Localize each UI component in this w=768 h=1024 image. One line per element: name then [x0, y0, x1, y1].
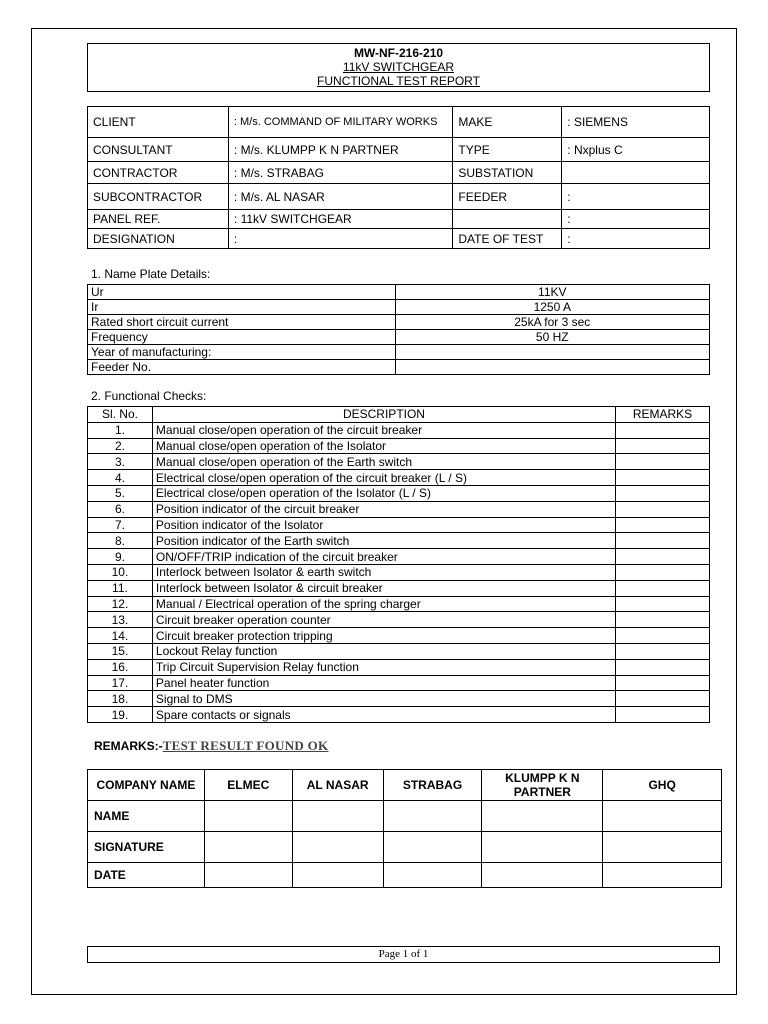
- info-cell: DATE OF TEST: [453, 229, 562, 249]
- functional-checks-title: 2. Functional Checks:: [91, 389, 207, 403]
- project-info-table: [87, 106, 710, 249]
- check-number: 4.: [88, 470, 153, 486]
- signoff-row: [88, 801, 722, 832]
- check-description: Panel heater function: [152, 675, 615, 691]
- info-cell: [453, 210, 562, 229]
- nameplate-value: 25kA for 3 sec: [395, 315, 709, 330]
- check-remarks: [616, 517, 710, 533]
- title-line-1: 11kV SWITCHGEAR: [342, 60, 455, 74]
- check-description: Position indicator of the Isolator: [152, 517, 615, 533]
- check-description: ON/OFF/TRIP indication of the circuit breaker: [152, 549, 615, 565]
- nameplate-row: [88, 330, 710, 345]
- remarks-line: [94, 738, 328, 754]
- check-row: [88, 691, 710, 707]
- check-number: 17.: [88, 675, 153, 691]
- nameplate-row: [88, 285, 710, 300]
- check-row: [88, 470, 710, 486]
- signoff-header-cell: GHQ: [603, 770, 722, 801]
- signature-field: [482, 832, 603, 863]
- info-cell: FEEDER: [453, 184, 562, 210]
- check-remarks: [616, 454, 710, 470]
- check-row: [88, 675, 710, 691]
- info-cell: : M/s. KLUMPP K N PARTNER: [228, 138, 452, 162]
- check-remarks: [616, 643, 710, 659]
- signoff-table: [87, 769, 722, 888]
- check-row: [88, 422, 710, 438]
- check-row: [88, 438, 710, 454]
- info-row: [88, 162, 710, 184]
- check-row: [88, 612, 710, 628]
- signature-field: [204, 801, 292, 832]
- check-description: Circuit breaker protection tripping: [152, 628, 615, 644]
- remarks-label: REMARKS:-: [94, 739, 163, 753]
- check-remarks: [616, 485, 710, 501]
- document-code: MW-NF-216-210: [353, 46, 444, 60]
- check-number: 3.: [88, 454, 153, 470]
- nameplate-row: [88, 300, 710, 315]
- check-row: [88, 549, 710, 565]
- nameplate-value: [395, 345, 709, 360]
- check-row: [88, 643, 710, 659]
- check-row: [88, 707, 710, 723]
- check-number: 11.: [88, 580, 153, 596]
- check-row: [88, 628, 710, 644]
- nameplate-section-title: 1. Name Plate Details:: [91, 267, 211, 281]
- check-description: Electrical close/open operation of the circuit breaker (L / S): [152, 470, 615, 486]
- info-row: [88, 184, 710, 210]
- check-number: 5.: [88, 485, 153, 501]
- check-remarks: [616, 501, 710, 517]
- info-cell: SUBSTATION: [453, 162, 562, 184]
- check-description: Manual / Electrical operation of the spring charger: [152, 596, 615, 612]
- nameplate-label: Rated short circuit current: [88, 315, 396, 330]
- signature-field: [204, 863, 292, 888]
- check-row: [88, 533, 710, 549]
- check-description: Signal to DMS: [152, 691, 615, 707]
- check-description: Manual close/open operation of the Earth switch: [152, 454, 615, 470]
- signoff-row-label: SIGNATURE: [88, 832, 205, 863]
- check-row: [88, 485, 710, 501]
- check-number: 10.: [88, 564, 153, 580]
- signoff-header-cell: KLUMPP K N PARTNER: [482, 770, 603, 801]
- signature-field: [292, 863, 383, 888]
- signature-field: [292, 832, 383, 863]
- signature-field: [603, 801, 722, 832]
- check-number: 18.: [88, 691, 153, 707]
- check-remarks: [616, 422, 710, 438]
- info-cell: TYPE: [453, 138, 562, 162]
- functional-checks-table: [87, 406, 710, 723]
- check-remarks: [616, 675, 710, 691]
- check-number: 13.: [88, 612, 153, 628]
- nameplate-value: 11KV: [395, 285, 709, 300]
- check-description: Circuit breaker operation counter: [152, 612, 615, 628]
- info-cell: CONTRACTOR: [88, 162, 229, 184]
- check-description: Trip Circuit Supervision Relay function: [152, 659, 615, 675]
- nameplate-label: Frequency: [88, 330, 396, 345]
- check-number: 6.: [88, 501, 153, 517]
- info-cell: : Nxplus C: [562, 138, 710, 162]
- info-cell: : 11kV SWITCHGEAR: [228, 210, 452, 229]
- nameplate-label: Year of manufacturing:: [88, 345, 396, 360]
- check-remarks: [616, 438, 710, 454]
- check-description: Position indicator of the Earth switch: [152, 533, 615, 549]
- nameplate-value: 1250 A: [395, 300, 709, 315]
- info-cell: :: [228, 229, 452, 249]
- check-remarks: [616, 549, 710, 565]
- nameplate-row: [88, 315, 710, 330]
- info-row: [88, 210, 710, 229]
- info-cell: : M/s. AL NASAR: [228, 184, 452, 210]
- check-number: 9.: [88, 549, 153, 565]
- check-number: 16.: [88, 659, 153, 675]
- check-row: [88, 517, 710, 533]
- signoff-row: [88, 832, 722, 863]
- check-remarks: [616, 533, 710, 549]
- check-description: Lockout Relay function: [152, 643, 615, 659]
- info-row: [88, 138, 710, 162]
- check-row: [88, 596, 710, 612]
- check-remarks: [616, 470, 710, 486]
- nameplate-row: [88, 345, 710, 360]
- info-row: [88, 229, 710, 249]
- nameplate-value: 50 HZ: [395, 330, 709, 345]
- info-cell: CONSULTANT: [88, 138, 229, 162]
- signature-field: [603, 863, 722, 888]
- check-remarks: [616, 659, 710, 675]
- signoff-row: [88, 863, 722, 888]
- info-cell: CLIENT: [88, 107, 229, 138]
- signature-field: [204, 832, 292, 863]
- check-description: Position indicator of the circuit breaker: [152, 501, 615, 517]
- signature-field: [383, 863, 482, 888]
- signature-field: [383, 832, 482, 863]
- check-description: Spare contacts or signals: [152, 707, 615, 723]
- nameplate-label: Ur: [88, 285, 396, 300]
- info-row: [88, 107, 710, 138]
- signoff-header-cell: STRABAG: [383, 770, 482, 801]
- check-description: Manual close/open operation of the Isolator: [152, 438, 615, 454]
- check-number: 7.: [88, 517, 153, 533]
- check-description: Interlock between Isolator & earth switch: [152, 564, 615, 580]
- nameplate-row: [88, 360, 710, 375]
- page-footer: Page 1 of 1: [87, 946, 720, 963]
- check-number: 19.: [88, 707, 153, 723]
- check-number: 2.: [88, 438, 153, 454]
- check-description: Electrical close/open operation of the Isolator (L / S): [152, 485, 615, 501]
- check-number: 8.: [88, 533, 153, 549]
- remarks-value: TEST RESULT FOUND OK: [162, 738, 329, 753]
- signature-field: [482, 863, 603, 888]
- check-description: Interlock between Isolator & circuit breaker: [152, 580, 615, 596]
- info-cell: : SIEMENS: [562, 107, 710, 138]
- info-cell: :: [562, 184, 710, 210]
- check-remarks: [616, 628, 710, 644]
- nameplate-table: [87, 284, 710, 375]
- report-title-box: [87, 43, 710, 92]
- signoff-header-cell: ELMEC: [204, 770, 292, 801]
- col-header-description: DESCRIPTION: [152, 407, 615, 423]
- info-cell: SUBCONTRACTOR: [88, 184, 229, 210]
- info-cell: DESIGNATION: [88, 229, 229, 249]
- check-remarks: [616, 707, 710, 723]
- check-remarks: [616, 580, 710, 596]
- check-remarks: [616, 596, 710, 612]
- info-cell: : M/s. COMMAND OF MILITARY WORKS: [228, 107, 452, 138]
- nameplate-label: Ir: [88, 300, 396, 315]
- check-number: 14.: [88, 628, 153, 644]
- check-number: 1.: [88, 422, 153, 438]
- check-number: 12.: [88, 596, 153, 612]
- check-number: 15.: [88, 643, 153, 659]
- check-row: [88, 501, 710, 517]
- check-description: Manual close/open operation of the circuit breaker: [152, 422, 615, 438]
- check-row: [88, 564, 710, 580]
- check-remarks: [616, 564, 710, 580]
- signature-field: [383, 801, 482, 832]
- checks-header-row: [88, 407, 710, 423]
- info-cell: :: [562, 210, 710, 229]
- check-remarks: [616, 612, 710, 628]
- signature-field: [292, 801, 383, 832]
- signoff-row-label: DATE: [88, 863, 205, 888]
- signature-field: [482, 801, 603, 832]
- col-header-remarks: REMARKS: [616, 407, 710, 423]
- info-cell: : M/s. STRABAG: [228, 162, 452, 184]
- info-cell: PANEL REF.: [88, 210, 229, 229]
- check-row: [88, 580, 710, 596]
- info-cell: :: [562, 229, 710, 249]
- check-remarks: [616, 691, 710, 707]
- info-cell: MAKE: [453, 107, 562, 138]
- title-line-2: FUNCTIONAL TEST REPORT: [317, 74, 480, 88]
- nameplate-value: [395, 360, 709, 375]
- check-row: [88, 659, 710, 675]
- nameplate-label: Feeder No.: [88, 360, 396, 375]
- signoff-header-row: [88, 770, 722, 801]
- signoff-header-cell: AL NASAR: [292, 770, 383, 801]
- signature-field: [603, 832, 722, 863]
- info-cell: [562, 162, 710, 184]
- signoff-header-cell: COMPANY NAME: [88, 770, 205, 801]
- signoff-row-label: NAME: [88, 801, 205, 832]
- check-row: [88, 454, 710, 470]
- col-header-slno: Sl. No.: [88, 407, 153, 423]
